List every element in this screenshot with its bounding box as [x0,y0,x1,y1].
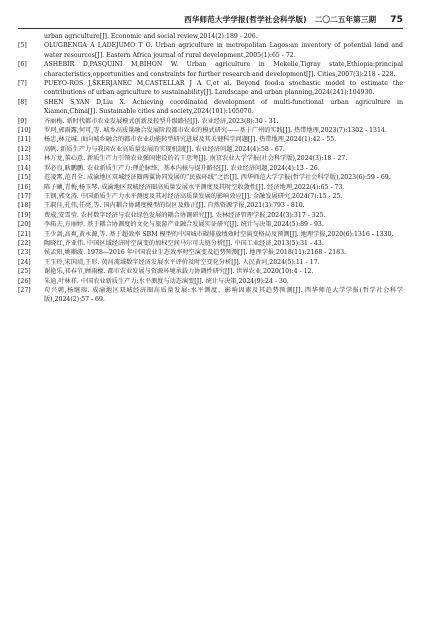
reference-number: [11] [18,136,31,144]
journal-title: 西华师范大学学报(哲学社会科学版) [184,15,307,24]
reference-number: [15] [18,174,31,182]
reference-text: 陶晓红,齐亚伟. 中国区域经济时空演变的加权空间马尔可夫链分析[J]. 中国工业经济,2013(5):31 - 43. [44,239,324,247]
reference-number: [16] [18,183,31,191]
reference-text: 王淑佳,孔伟,任亮,等. 国内耦合协调度模型的误区及修正[J]. 自然资源学报,2021(3):793 - 810. [44,202,305,210]
reference-entry [18,192,403,201]
reference-number: [25] [18,268,31,276]
reference-entry [18,267,403,276]
page-number: 75 [390,15,403,25]
reference-entry [18,258,403,267]
reference-number: [14] [18,164,31,172]
reference-entry [18,32,403,41]
reference-text: 范凌霄,范召全. 成渝地区双城经济圈两翼协同发展的“民族环线”之治[J]. 西华师范大学学报(哲学社会科学版),2023(6):59 - 69. [44,174,391,182]
reference-entry [18,248,403,257]
reference-entry [18,98,403,117]
reference-text: 王玉玲,宋国靖,王形. 黄河流域数字经济发展水平评价及时空变化分析[J]. 人民黄河,2024(5):11 - 17. [44,258,320,266]
reference-text: 王钢,郭文涛. 中国新质生产力水平测度及其对经济高质量发展的影响效应[J]. 金融发展研究,2024(7):15 - 25. [44,192,343,200]
reference-text: 王少剑,高爽,黄永源,等. 基于超效率 SBM 模型的中国城市碳排放绩效时空演变格局及预测[J]. 地理学报,2020(6):1316 - 1330. [44,230,394,238]
reference-entry [18,154,403,163]
reference-entry [18,145,403,154]
reference-text: 费威,安雪莹. 农村数字经济与农业绿色发展的耦合协调研究[J]. 农林经济管理学报,2024(3):317 - 325. [44,211,326,219]
reference-text: PUEYO-ROS J,ŠKERJANEC M,CASTELLAR J A C,et al. Beyond food:a stochastic model to estimate the contributions of urban agriculture to sustainability[J]. Landscape and urban planning,2024(241):104930. [44,80,403,97]
reference-text: 朱迪,叶林祥. 中国农业新质生产力:水平测度与动态演变[J]. 统计与决策,2024(9):24 - 30. [44,277,289,285]
reference-number: [23] [18,249,31,257]
reference-text: SHEN S,YAN D,Liu X. Achieving coordinated development of multi-functional urban agriculture in Xiamen,China[J]. Sustainable cities and society,2024(101):105070. [44,98,403,116]
reference-text: OLUGBENGA A I,ADEJUMO T O. Urban agriculture in metropolitan Lagos:an inventory of potential land and water resources[J]. Eastern Africa journal of rural development,2005(1):65 - 72. [44,42,403,59]
reference-number: [8] [18,98,27,106]
reference-text: 高帆. 新质生产力与我国农业高质量发展的实现机制[J]. 农业经济问题,2024(4):58 - 67. [44,145,285,153]
reference-entry [18,286,403,305]
reference-number: [7] [18,80,27,88]
reference-number: [26] [18,277,31,285]
reference-entry [18,220,403,229]
reference-number: [13] [18,155,31,163]
reference-number: [24] [18,258,31,266]
reference-number: [9] [18,117,27,125]
running-header [18,0,403,29]
reference-number: [5] [18,42,27,50]
reference-list [18,32,403,305]
reference-text: ASHEBIR D,PASQUINI M,BIHON W. Urban agriculture in Mekelle,Tigray state,Ethiopia:principal characteristics,opportunities and constraints for further research and development[J]. Cities,2007(3):218 - 228. [44,61,403,78]
reference-entry [18,277,403,286]
reference-entry [18,126,403,135]
reference-number: [20] [18,221,31,229]
reference-number: [21] [18,230,31,238]
reference-number: [6] [18,61,27,69]
reference-text: 罗珂,郭雨露,何可,等. 城乡高质量融合发展阶段都市农业的模式研究——基于广州的实践[J]. 热带地理,2023(7):1302 - 1314. [44,127,387,135]
reference-entry [18,60,403,79]
reference-number: [18] [18,202,31,210]
issue-label: 二〇二五年第三期 [314,15,377,24]
reference-entry [18,183,403,192]
reference-number: [19] [18,211,31,219]
reference-entry [18,239,403,248]
reference-entry [18,135,403,144]
reference-entry [18,117,403,126]
reference-entry [18,173,403,182]
reference-number: [17] [18,192,31,200]
reference-text: 侯孟阳,姚顺波. 1978—2016 年中国农业生态效率时空演变及趋势预测[J]. 地理学报,2018(11):2168 - 2183. [44,249,347,257]
reference-entry [18,164,403,173]
reference-number: [10] [18,127,31,135]
reference-text: 苟兴朝,杨继瑞. 成渝地区双城经济圈高质量发展:水平测度、影响因素及其趋势预测[J]. 西华师范大学学报(哲学社会科学版),2024(2):57 - 69. [44,286,403,304]
reference-text: 罗必良,耿鹏鹏. 农业新质生产力:理论脉络、基本内核与提升路径[J]. 农业经济问题,2024(4):13 - 26. [44,164,320,172]
reference-text: 林万龙,董心意. 新质生产力引领农业强国建设的若干思考[J]. 南京农业大学学报(社会科学版),2024(3):18 - 27. [44,155,348,163]
reference-entry [18,41,403,60]
reference-text: 李拓夫,方丽婷. 基于耦合协调度的文化与旅游产业融合发展实证研究[J]. 统计与决策,2024(5):89 - 93. [44,221,324,229]
reference-text: 陈子曦,青梅,杨玉琴. 成渝地区双城经济圈高质量发展水平测度及其时空收敛性[J]. 经济地理,2022(4):65 - 73. [44,183,345,191]
reference-entry [18,201,403,210]
reference-number: [22] [18,239,31,247]
reference-entry [18,79,403,98]
reference-text: 杨忠,林元城. 面向城乡融合的都市农业功能转型研究进展及其关键科学问题[J]. 热带地理,2024(1):42 - 55. [44,136,337,144]
reference-number: [27] [18,286,31,294]
reference-entry [18,211,403,220]
reference-entry [18,230,403,239]
reference-text: 谢艳乐,祁春节,顾雨檬. 都市农业发展与资源环境承载力协调性研究[J]. 世界农业,2020(10):4 - 12. [44,268,314,276]
reference-number: [12] [18,145,31,153]
reference-text: urban agriculture[J]. Economic and social review,2014(2):189 - 206. [44,33,258,40]
reference-text: 齐丽梅. 新时代都市农业发展模式创新及转型升级路径[J]. 农业经济,2023(8):30 - 31. [44,117,279,125]
